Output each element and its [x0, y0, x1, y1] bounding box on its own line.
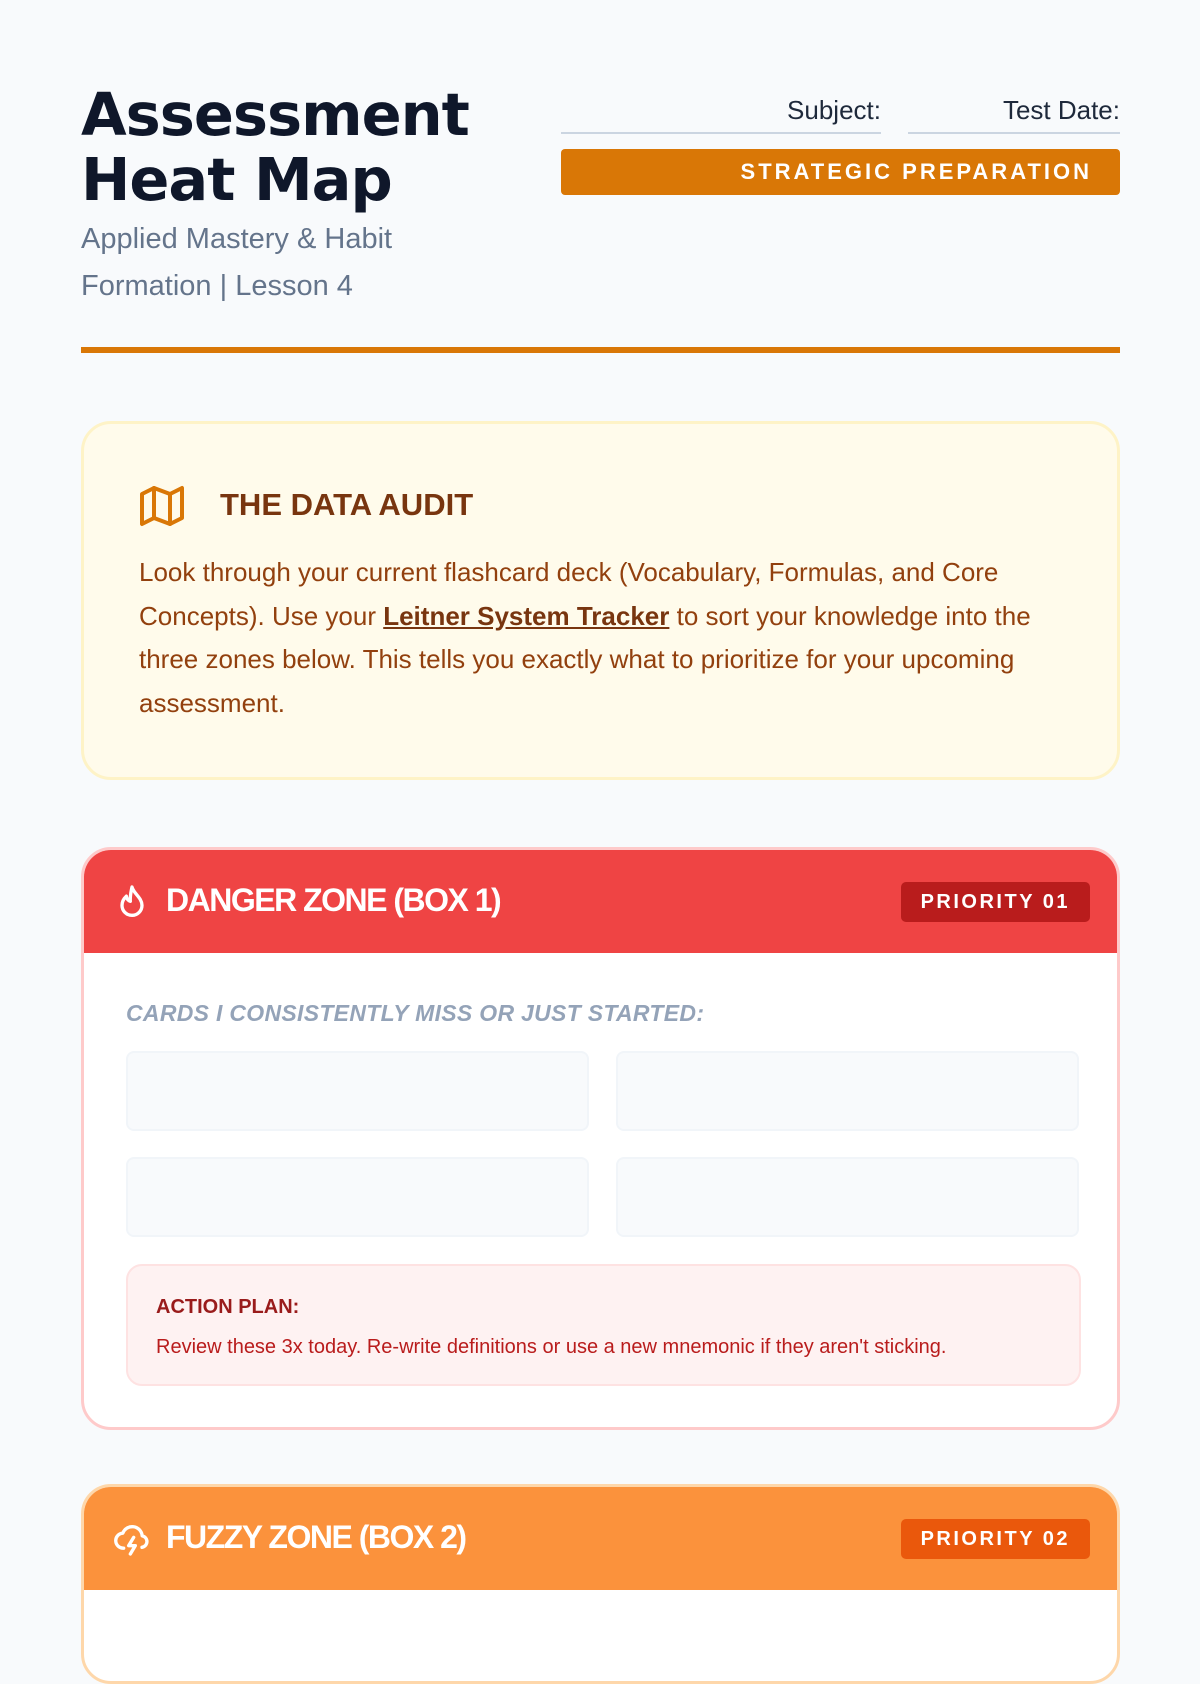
fuzzy-zone-header [84, 1487, 1117, 1590]
page-subtitle [81, 216, 461, 310]
title-line-2: Heat Map [81, 145, 392, 214]
fuzzy-zone-card [81, 1484, 1120, 1684]
title-line-1: Assessment [81, 80, 469, 149]
map-icon [138, 482, 186, 530]
fuzzy-zone-title: FUZZY ZONE (BOX 2) [166, 1519, 466, 1555]
test-date-label: Test Date: [1002, 95, 1120, 125]
subtitle-line-2: Formation | Lesson 4 [81, 270, 353, 302]
card-entry-field[interactable] [616, 1051, 1079, 1131]
subtitle-line-1: Applied Mastery & Habit [81, 223, 393, 255]
card-entry-field[interactable] [126, 1051, 589, 1131]
danger-zone-prompt: CARDS I CONSISTENTLY MISS OR JUST STARTED: [126, 1000, 705, 1026]
card-entry-field[interactable] [616, 1157, 1079, 1237]
subject-label: Subject: [787, 95, 881, 125]
priority-badge: PRIORITY 02 [901, 1519, 1090, 1559]
action-plan-label: ACTION PLAN: [156, 1296, 300, 1318]
audit-text-rest: to sort your knowledge into the three zones below. This tells you exactly what to prioritize for your upcoming assessment. [139, 600, 1031, 718]
danger-zone-header [84, 850, 1117, 953]
data-audit-text [139, 551, 1039, 725]
audit-text-intro: Look through your current flashcard deck (Vocabulary, Formulas, and Core Concepts). Use your [139, 557, 999, 631]
flame-icon [112, 882, 152, 922]
header-divider [81, 347, 1120, 353]
data-audit-title: THE DATA AUDIT [220, 487, 474, 522]
page-title [81, 82, 541, 212]
danger-zone-title: DANGER ZONE (BOX 1) [166, 882, 501, 918]
data-audit-card [81, 421, 1120, 780]
action-plan-text: Review these 3x today. Re-write definitions or use a new mnemonic if they aren't sticking. [156, 1336, 947, 1358]
leitner-tracker-reference: Leitner System Tracker [383, 600, 670, 631]
strategic-preparation-badge: STRATEGIC PREPARATION [561, 149, 1120, 195]
test-date-field[interactable] [908, 92, 1120, 134]
danger-zone-card [81, 847, 1120, 1430]
cloud-lightning-icon [112, 1519, 152, 1559]
card-entry-field[interactable] [126, 1157, 589, 1237]
priority-badge: PRIORITY 01 [901, 882, 1090, 922]
action-plan-box [126, 1264, 1081, 1386]
subject-field[interactable] [561, 92, 881, 134]
